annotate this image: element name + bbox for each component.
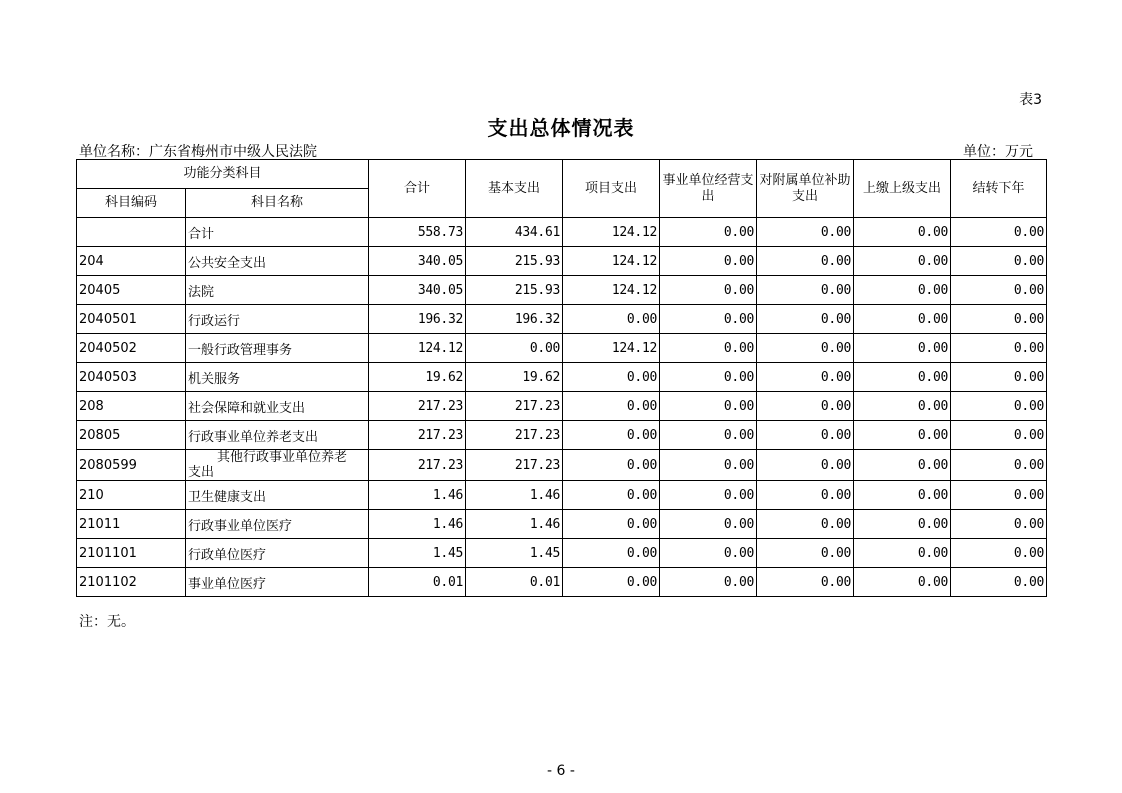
row-business: 0.00 [660, 568, 757, 597]
table-row [77, 450, 1047, 481]
row-business: 0.00 [660, 334, 757, 363]
row-subsidy: 0.00 [757, 363, 854, 392]
row-basic: 217.23 [466, 421, 563, 450]
row-name [186, 450, 369, 481]
row-subsidy: 0.00 [757, 450, 854, 481]
row-basic: 1.46 [466, 481, 563, 510]
row-subsidy: 0.00 [757, 276, 854, 305]
header-subsidy: 对附属单位补助支出 [757, 160, 854, 218]
row-project: 124.12 [563, 218, 660, 247]
table-row [77, 247, 1047, 276]
row-code: 20405 [77, 276, 186, 305]
row-total: 196.32 [369, 305, 466, 334]
row-project: 0.00 [563, 568, 660, 597]
row-business: 0.00 [660, 539, 757, 568]
row-total: 558.73 [369, 218, 466, 247]
row-basic: 434.61 [466, 218, 563, 247]
row-code: 2040503 [77, 363, 186, 392]
row-code: 2101101 [77, 539, 186, 568]
row-name: 行政事业单位养老支出 [186, 421, 369, 450]
row-superior: 0.00 [854, 363, 951, 392]
row-name: 一般行政管理事务 [186, 334, 369, 363]
header-category: 功能分类科目 [77, 160, 369, 189]
table-row [77, 421, 1047, 450]
row-name-line2: 支出 [188, 465, 215, 480]
row-name-line1: 其他行政事业单位养老 [217, 450, 348, 465]
row-basic: 1.46 [466, 510, 563, 539]
footnote: 注：无。 [79, 614, 135, 630]
row-basic: 196.32 [466, 305, 563, 334]
table-row [77, 539, 1047, 568]
row-total: 124.12 [369, 334, 466, 363]
row-superior: 0.00 [854, 305, 951, 334]
row-total: 1.46 [369, 481, 466, 510]
row-subsidy: 0.00 [757, 510, 854, 539]
row-name: 机关服务 [186, 363, 369, 392]
row-superior: 0.00 [854, 568, 951, 597]
header-project: 项目支出 [563, 160, 660, 218]
row-project: 0.00 [563, 539, 660, 568]
page-title: 支出总体情况表 [487, 116, 635, 140]
row-total: 19.62 [369, 363, 466, 392]
table-row [77, 334, 1047, 363]
row-superior: 0.00 [854, 421, 951, 450]
row-subsidy: 0.00 [757, 568, 854, 597]
header-total: 合计 [369, 160, 466, 218]
row-superior: 0.00 [854, 510, 951, 539]
row-project: 0.00 [563, 510, 660, 539]
header-superior: 上缴上级支出 [854, 160, 951, 218]
row-business: 0.00 [660, 363, 757, 392]
row-subsidy: 0.00 [757, 392, 854, 421]
row-carryover: 0.00 [951, 392, 1047, 421]
row-total: 340.05 [369, 276, 466, 305]
row-superior: 0.00 [854, 218, 951, 247]
row-superior: 0.00 [854, 539, 951, 568]
row-total: 217.23 [369, 450, 466, 481]
row-code: 2040501 [77, 305, 186, 334]
row-code: 204 [77, 247, 186, 276]
row-name: 公共安全支出 [186, 247, 369, 276]
unit-name: 单位名称：广东省梅州市中级人民法院 [79, 144, 317, 160]
row-total: 1.46 [369, 510, 466, 539]
row-subsidy: 0.00 [757, 218, 854, 247]
header-code: 科目编码 [77, 189, 186, 218]
row-subsidy: 0.00 [757, 247, 854, 276]
row-name: 合计 [186, 218, 369, 247]
row-project: 0.00 [563, 421, 660, 450]
row-basic: 217.23 [466, 392, 563, 421]
row-total: 217.23 [369, 421, 466, 450]
row-project: 0.00 [563, 481, 660, 510]
row-carryover: 0.00 [951, 276, 1047, 305]
row-subsidy: 0.00 [757, 421, 854, 450]
row-project: 124.12 [563, 334, 660, 363]
row-basic: 215.93 [466, 247, 563, 276]
row-business: 0.00 [660, 481, 757, 510]
row-code: 20805 [77, 421, 186, 450]
row-superior: 0.00 [854, 450, 951, 481]
row-project: 0.00 [563, 305, 660, 334]
row-name: 法院 [186, 276, 369, 305]
row-business: 0.00 [660, 421, 757, 450]
row-basic: 1.45 [466, 539, 563, 568]
table-row [77, 392, 1047, 421]
row-code: 208 [77, 392, 186, 421]
table-row [77, 510, 1047, 539]
table-row [77, 276, 1047, 305]
row-name: 事业单位医疗 [186, 568, 369, 597]
row-name: 行政运行 [186, 305, 369, 334]
row-code: 2080599 [77, 450, 186, 481]
row-carryover: 0.00 [951, 363, 1047, 392]
row-basic: 215.93 [466, 276, 563, 305]
row-code: 2101102 [77, 568, 186, 597]
expenditure-table [76, 159, 1047, 597]
table-row [77, 481, 1047, 510]
row-business: 0.00 [660, 218, 757, 247]
row-total: 217.23 [369, 392, 466, 421]
row-code: 2040502 [77, 334, 186, 363]
row-subsidy: 0.00 [757, 334, 854, 363]
row-business: 0.00 [660, 276, 757, 305]
header-basic: 基本支出 [466, 160, 563, 218]
row-business: 0.00 [660, 392, 757, 421]
row-basic: 0.01 [466, 568, 563, 597]
row-carryover: 0.00 [951, 421, 1047, 450]
row-subsidy: 0.00 [757, 539, 854, 568]
row-basic: 19.62 [466, 363, 563, 392]
row-project: 124.12 [563, 247, 660, 276]
row-name: 行政单位医疗 [186, 539, 369, 568]
row-carryover: 0.00 [951, 568, 1047, 597]
row-basic: 217.23 [466, 450, 563, 481]
header-name: 科目名称 [186, 189, 369, 218]
page-number: - 6 - [547, 763, 575, 779]
table-row [77, 305, 1047, 334]
row-carryover: 0.00 [951, 305, 1047, 334]
row-project: 0.00 [563, 363, 660, 392]
row-carryover: 0.00 [951, 334, 1047, 363]
row-subsidy: 0.00 [757, 305, 854, 334]
row-code [77, 218, 186, 247]
row-name: 卫生健康支出 [186, 481, 369, 510]
table-number: 表3 [1019, 92, 1042, 108]
row-carryover: 0.00 [951, 247, 1047, 276]
row-code: 210 [77, 481, 186, 510]
row-total: 1.45 [369, 539, 466, 568]
row-project: 124.12 [563, 276, 660, 305]
table-row [77, 568, 1047, 597]
row-superior: 0.00 [854, 247, 951, 276]
row-name: 行政事业单位医疗 [186, 510, 369, 539]
row-code: 21011 [77, 510, 186, 539]
row-carryover: 0.00 [951, 450, 1047, 481]
row-project: 0.00 [563, 450, 660, 481]
header-carryover: 结转下年 [951, 160, 1047, 218]
row-carryover: 0.00 [951, 510, 1047, 539]
table-row [77, 363, 1047, 392]
table-row [77, 218, 1047, 247]
row-superior: 0.00 [854, 481, 951, 510]
row-name: 社会保障和就业支出 [186, 392, 369, 421]
row-carryover: 0.00 [951, 218, 1047, 247]
row-superior: 0.00 [854, 334, 951, 363]
row-superior: 0.00 [854, 276, 951, 305]
row-project: 0.00 [563, 392, 660, 421]
row-total: 340.05 [369, 247, 466, 276]
row-business: 0.00 [660, 247, 757, 276]
row-total: 0.01 [369, 568, 466, 597]
row-carryover: 0.00 [951, 539, 1047, 568]
unit-label: 单位：万元 [963, 144, 1033, 160]
row-business: 0.00 [660, 450, 757, 481]
row-business: 0.00 [660, 305, 757, 334]
row-basic: 0.00 [466, 334, 563, 363]
row-business: 0.00 [660, 510, 757, 539]
row-carryover: 0.00 [951, 481, 1047, 510]
row-superior: 0.00 [854, 392, 951, 421]
row-subsidy: 0.00 [757, 481, 854, 510]
header-business: 事业单位经营支出 [660, 160, 757, 218]
